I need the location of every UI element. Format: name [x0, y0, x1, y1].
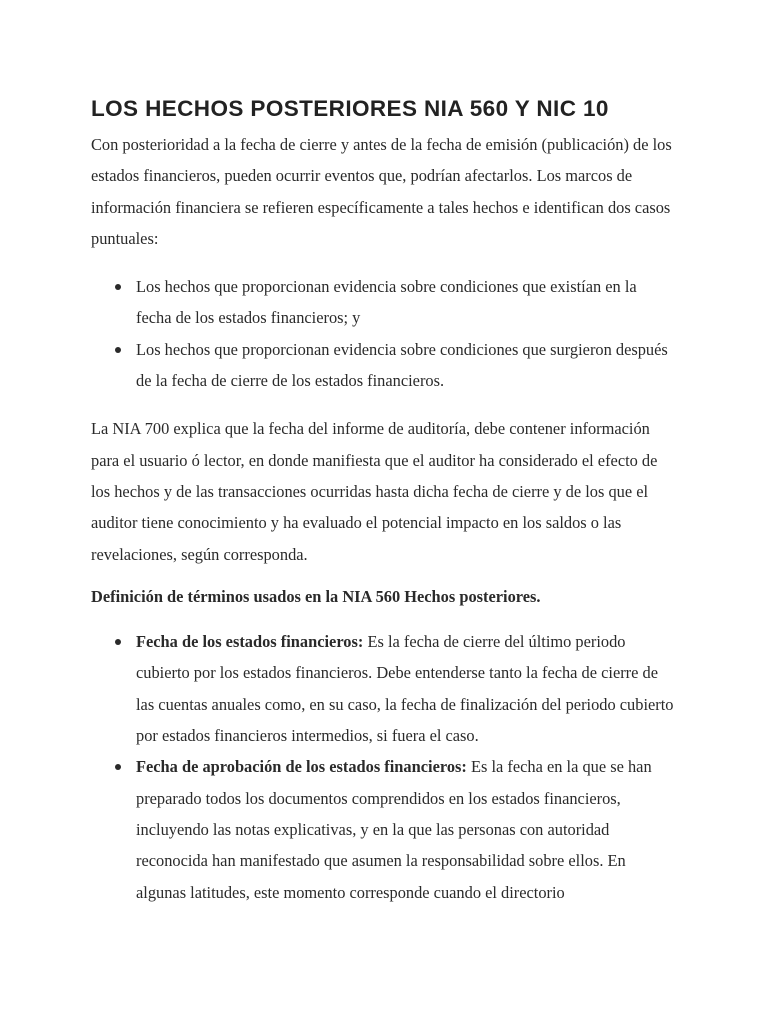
list-item — [136, 751, 676, 907]
case-text: Los hechos que proporcionan evidencia sobre condiciones que surgieron después de la fecha de cierre de los estados financieros. — [136, 339, 668, 391]
bullet-icon — [115, 764, 121, 770]
definition-text — [136, 626, 676, 751]
case-text: Los hechos que proporcionan evidencia sobre condiciones que existían en la fecha de los estados financieros; y — [136, 277, 637, 328]
definitions-list — [91, 626, 676, 908]
definition-body: Es la fecha de cierre del último periodo cubierto por los estados financieros. Debe entenderse tanto la fecha de cierre de las cuentas anuales como, en su caso, la fecha de finalización del periodo cubierto por estados financieros intermedios, si fuera el caso. — [136, 632, 674, 746]
definition-term: Fecha de aprobación de los estados financieros: — [136, 757, 467, 777]
document-title: LOS HECHOS POSTERIORES NIA 560 Y NIC 10 — [91, 96, 609, 121]
list-item — [136, 626, 676, 751]
list-item — [136, 271, 676, 334]
bullet-icon — [115, 284, 121, 290]
nia700-paragraph: La NIA 700 explica que la fecha del informe de auditoría, debe contener información para el usuario ó lector, en donde manifiesta que el auditor ha considerado el efecto de los hechos y de las transacciones ocurridas hasta dicha fecha de cierre y de los que el auditor tiene conocimiento y ha evaluado el potencial impacto en los saldos o las revelaciones, según corresponda. — [91, 419, 658, 564]
definitions-heading: Definición de términos usados en la NIA 560 Hechos posteriores. — [91, 586, 541, 606]
bullet-icon — [115, 639, 121, 645]
definition-term: Fecha de los estados financieros: — [136, 632, 364, 652]
cases-list — [91, 271, 676, 396]
definition-text — [136, 751, 676, 907]
definition-body: Es la fecha en la que se han preparado todos los documentos comprendidos en los estados financieros, incluyendo las notas explicativas, y en la que las personas con autoridad reconocida han manifestado que asumen la responsabilidad sobre ellos. En algunas latitudes, este momento corresponde cuando el directorio — [136, 757, 652, 902]
intro-paragraph: Con posterioridad a la fecha de cierre y antes de la fecha de emisión (publicación) de los estados financieros, pueden ocurrir eventos que, podrían afectarlos. Los marcos de información financiera se refieren específicamente a tales hechos e identifican dos casos puntuales: — [91, 135, 672, 248]
list-item — [136, 334, 676, 397]
bullet-icon — [115, 347, 121, 353]
